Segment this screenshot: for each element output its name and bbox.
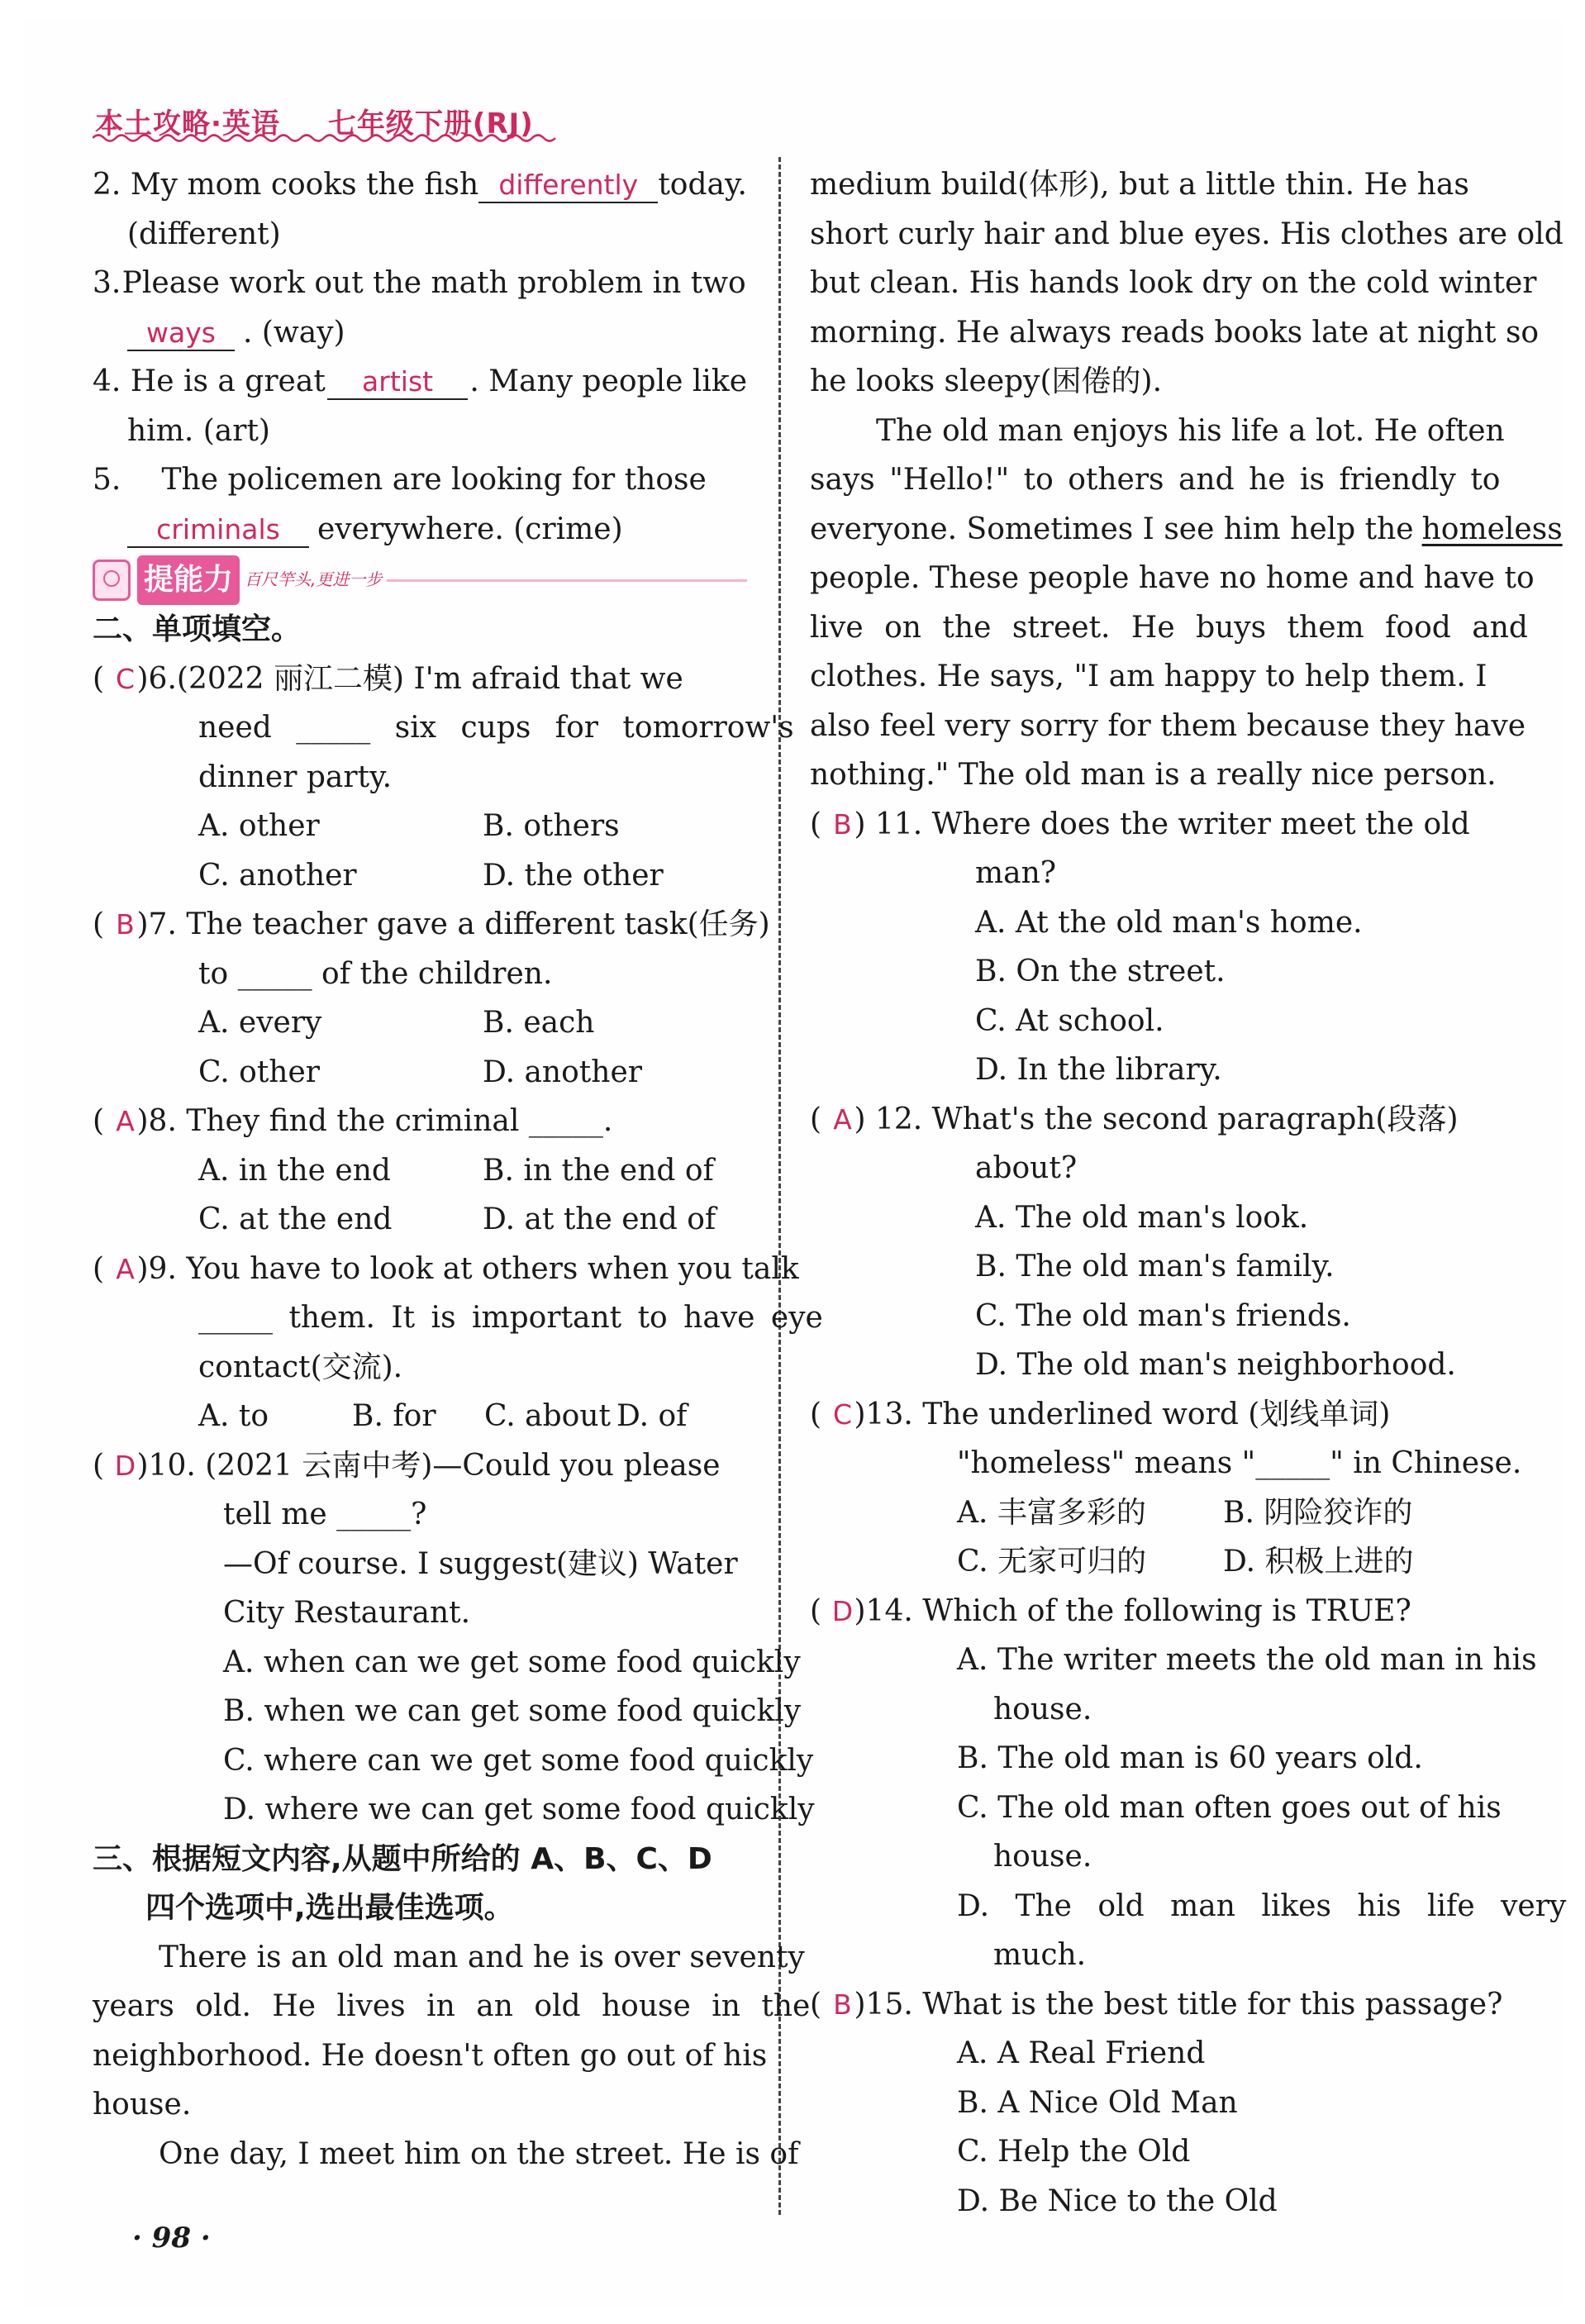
q12-option-d: D. The old man's neighborhood.: [975, 1348, 1456, 1382]
q6-line1: ( C)6.(2022 丽江二模) I'm afraid that we: [93, 655, 747, 704]
q8-answer: A: [116, 1105, 135, 1137]
q12-line1: ( A) 12. What's the second paragraph(段落): [810, 1095, 1464, 1145]
q10-option-c: C. where can we get some food quickly: [223, 1743, 814, 1778]
badge-title: 提能力: [137, 555, 240, 605]
q6-line2: need _____ six cups for tomorrow's: [198, 711, 794, 745]
passage-p3: The old man enjoys his life a lot. He often: [876, 413, 1505, 448]
q14-line1: ( D)14. Which of the following is TRUE?: [810, 1587, 1464, 1636]
q13-options-ab: A. 丰富多彩的 B. 阴险狡诈的: [957, 1495, 1413, 1530]
q8-line1: ( A)8. They find the criminal _____.: [93, 1097, 747, 1146]
q15-line1: ( B)15. What is the best title for this passage?: [810, 1980, 1464, 2030]
q10-option-b: B. when we can get some food quickly: [223, 1694, 802, 1728]
q7-answer: B: [116, 908, 135, 941]
section3-title: 三、根据短文内容,从题中所给的 A、B、C、D: [93, 1841, 712, 1876]
q3-line2: ways . (way): [93, 308, 747, 358]
q14-answer: D: [831, 1594, 854, 1627]
q13-options-cd: C. 无家可归的 D. 积极上进的: [957, 1545, 1414, 1579]
q10-option-a: A. when can we get some food quickly: [223, 1645, 801, 1679]
q15-option-d: D. Be Nice to the Old: [957, 2184, 1278, 2218]
left-column: 2. My mom cooks the fish differently today. (different) 3. Please work out the math problem in two ways . (way) 4. He is a great artist . Many people like him. (art) 5. The policemen are looking for those criminals everywhere. (crime) 提能力 百尺竿头,更进一步 二、单项填空。 ( C)6.(2022 丽江二模) I'm afraid that we need _____ six cups for tomorrow's dinner party. A. other B. others C. another D. the other ( B)7. The teacher gave a different task(任务) to _____ of the children. A. every B. each C. other D. another ( A)8. They find the criminal _____. A. in the end B. in the end of C. at the end D. at the end of ( A)9. You have to look at others when you talk _____ them. It is important to have eye contact(交流). A. to B. for C. about D. of ( D)10. (2021 云南中考)—Could you please tell me _____? —Of course. I suggest(建议) Water City Restaurant. A. when can we get some food quickly B. when we can get some food quickly C. where can we get some food quickly D. where we can get some food quickly 三、根据短文内容,从题中所给的 A、B、C、D 四个选项中,选出最佳选项。 There is an old man and he is over seventy years old. He lives in an old house in the neighborhood. He doesn't often go out of his house. One day, I meet him on the street. He is of: [93, 160, 747, 2179]
badge-icon: [93, 560, 131, 601]
q11-option-d: D. In the library.: [975, 1053, 1222, 1087]
q9-line1: ( A)9. You have to look at others when you talk: [93, 1245, 747, 1294]
passage-p1-line1: There is an old man and he is over seventy: [159, 1940, 805, 1974]
q14-option-c: C. The old man often goes out of his: [957, 1790, 1502, 1825]
q10-answer: D: [114, 1449, 136, 1482]
right-column: medium build(体形), but a little thin. He has short curly hair and blue eyes. His clothes are old but clean. His hands look dry on the cold winter morning. He always reads books late at night so he looks sleepy(困倦的). The old man enjoys his life a lot. He often says "Hello!" to others and he is friendly to everyone. Sometimes I see him help the homeless people. These people have no home and have to live on the street. He buys them food and clothes. He says, "I am happy to help them. I also feel very sorry for them because they have nothing." The old man is a really nice person. ( B) 11. Where does the writer meet the old man? A. At the old man's home. B. On the street. C. At school. D. In the library. ( A) 12. What's the second paragraph(段落) about? A. The old man's look. B. The old man's family. C. The old man's friends. D. The old man's neighborhood. ( C)13. The underlined word (划线单词) "homeless" means "_____" in Chinese. A. 丰富多彩的 B. 阴险狡诈的 C. 无家可归的 D. 积极上进的 ( D)14. Which of the following is TRUE? A. The writer meets the old man in his house. B. The old man is 60 years old. C. The old man often goes out of his house. D. The old man likes his life very much. ( B)15. What is the best title for this passage? A. A Real Friend B. A Nice Old Man C. Help the Old D. Be Nice to the Old: [810, 160, 1464, 2226]
q11-line1: ( B) 11. Where does the writer meet the old: [810, 800, 1464, 850]
q7-options-ab: A. every B. each: [198, 1006, 595, 1040]
q2-hint: (different): [127, 217, 281, 251]
section-badge: [93, 555, 747, 605]
q13-line1: ( C)13. The underlined word (划线单词): [810, 1390, 1464, 1440]
q4-line: 4. He is a great artist . Many people like: [93, 364, 747, 398]
q12-answer: A: [833, 1102, 852, 1136]
q8-options-ab: A. in the end B. in the end of: [198, 1153, 714, 1188]
q4-answer: artist: [327, 365, 468, 400]
section2-title: 二、单项填空。: [93, 612, 302, 646]
q14-option-a: A. The writer meets the old man in his: [957, 1643, 1537, 1677]
header-wave-decoration: [93, 132, 564, 144]
q15-option-b: B. A Nice Old Man: [957, 2085, 1238, 2120]
q14-option-d: D. The old man likes his life very: [957, 1888, 1567, 1923]
passage-p2-line1: One day, I meet him on the street. He is of: [159, 2136, 799, 2171]
q12-option-b: B. The old man's family.: [975, 1250, 1335, 1283]
q14-option-b: B. The old man is 60 years old.: [957, 1741, 1423, 1775]
q3-answer: ways: [127, 317, 235, 351]
q6-options-cd: C. another D. the other: [198, 858, 664, 893]
q5-line: 5. The policemen are looking for those: [93, 463, 707, 497]
q11-answer: B: [833, 807, 852, 841]
q2-line: 2. My mom cooks the fish differently today.: [93, 168, 747, 202]
column-divider: [778, 157, 781, 2215]
q7-options-cd: C. other D. another: [198, 1055, 642, 1089]
q5-answer: criminals: [127, 513, 309, 548]
q10-line1: ( D)10. (2021 云南中考)—Could you please: [93, 1441, 747, 1491]
q6-options-ab: A. other B. others: [198, 809, 620, 843]
q13-answer: C: [832, 1398, 853, 1431]
q10-option-d: D. where we can get some food quickly: [223, 1793, 815, 1826]
underlined-word: homeless: [1421, 512, 1563, 546]
q2-answer: differently: [478, 169, 658, 203]
grade-title: 七年级下册(RJ): [327, 107, 534, 140]
q12-option-a: A. The old man's look.: [975, 1200, 1309, 1235]
q9-answer: A: [116, 1252, 135, 1285]
q15-option-c: C. Help the Old: [957, 2135, 1191, 2169]
badge-subtitle: 百尺竿头,更进一步: [245, 569, 383, 590]
q11-option-c: C. At school.: [975, 1003, 1164, 1038]
book-title: 本土攻略·英语: [95, 107, 280, 140]
page-number: · 98 ·: [132, 2222, 211, 2255]
q15-option-a: A. A Real Friend: [957, 2036, 1206, 2070]
q4-line2: him. (art): [127, 413, 270, 448]
q12-option-c: C. The old man's friends.: [975, 1298, 1351, 1333]
q11-option-b: B. On the street.: [975, 955, 1226, 988]
q6-answer: C: [115, 662, 136, 695]
q5-line2: criminals everywhere. (crime): [93, 505, 747, 555]
q11-option-a: A. At the old man's home.: [975, 905, 1363, 940]
q8-options-cd: C. at the end D. at the end of: [198, 1202, 716, 1236]
q7-line1: ( B)7. The teacher gave a different task(任务): [93, 900, 747, 950]
q3-line: 3. Please work out the math problem in two: [93, 266, 746, 300]
q15-answer: B: [833, 1988, 852, 2021]
q9-options: A. to B. for C. about D. of: [198, 1399, 688, 1433]
